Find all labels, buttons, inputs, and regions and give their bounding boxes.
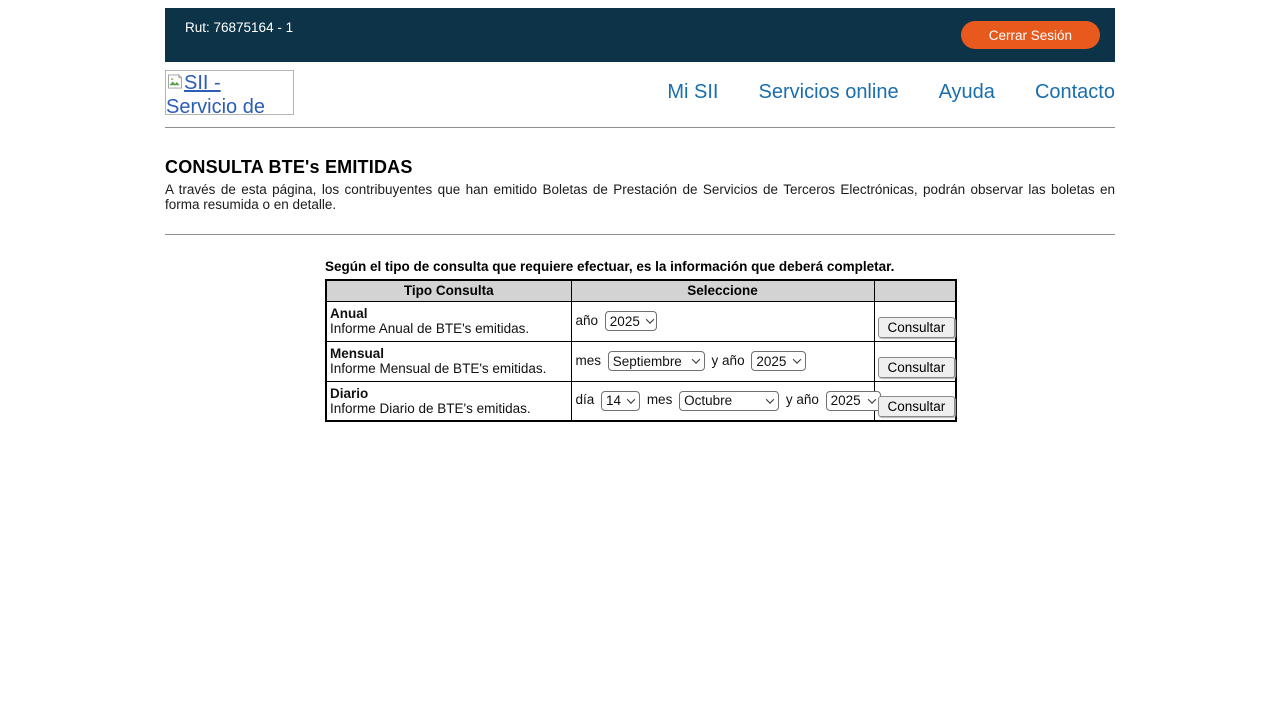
content-divider <box>165 234 1115 235</box>
row-type-diario: Diario <box>330 385 369 401</box>
main-content <box>165 157 1115 422</box>
row-description-diario: Informe Diario de BTE's emitidas. <box>330 400 531 416</box>
brand-row <box>165 69 1115 116</box>
page-description: A través de esta página, los contribuyentes que han emitido Boletas de Prestación de Servicios de Terceros Electrónicas, podrán observar las boletas en forma resumida o en detalle. <box>165 182 1115 212</box>
chevron-down-icon <box>793 355 801 363</box>
table-row-diario <box>326 381 956 421</box>
chevron-down-icon <box>867 395 875 403</box>
column-header-seleccione: Seleccione <box>571 280 874 301</box>
row-type-anual: Anual <box>330 306 368 321</box>
mensual-month-select[interactable] <box>608 351 705 371</box>
nav-mi-sii[interactable]: Mi SII <box>667 81 719 103</box>
diario-year-label: y año <box>785 392 819 408</box>
diario-year-select[interactable] <box>826 391 881 411</box>
consultar-diario-button[interactable]: Consultar <box>878 396 956 417</box>
diario-day-label: día <box>575 392 595 408</box>
diario-month-label: mes <box>646 392 673 408</box>
nav-servicios-online[interactable]: Servicios online <box>758 81 899 103</box>
anual-year-value: 2025 <box>609 313 640 329</box>
diario-year-value: 2025 <box>830 393 861 409</box>
rut-label: Rut: 76875164 - 1 <box>185 20 294 35</box>
nav-ayuda[interactable]: Ayuda <box>938 81 995 103</box>
header-divider <box>165 127 1115 128</box>
column-header-actions <box>874 280 956 301</box>
mensual-year-value: 2025 <box>756 353 787 369</box>
consultar-anual-button[interactable]: Consultar <box>878 317 956 338</box>
instruction-text: Según el tipo de consulta que requiere efectuar, es la información que deberá completar. <box>325 259 895 274</box>
chevron-down-icon <box>627 395 635 403</box>
diario-month-value: Octubre <box>684 393 733 409</box>
anual-year-select[interactable] <box>605 311 657 331</box>
broken-image-icon <box>167 71 183 86</box>
diario-day-value: 14 <box>606 393 622 409</box>
nav-contacto[interactable]: Contacto <box>1034 81 1115 103</box>
page-container <box>165 0 1115 422</box>
table-row-anual <box>326 301 956 341</box>
logout-button[interactable]: Cerrar Sesión <box>961 21 1100 49</box>
consultar-mensual-button[interactable]: Consultar <box>878 357 956 378</box>
mensual-year-label: y año <box>711 352 745 368</box>
row-description-anual: Informe Anual de BTE's emitidas. <box>330 321 530 336</box>
chevron-down-icon <box>646 315 654 323</box>
logo-alt-text: SII - Servicio de <box>166 72 265 115</box>
table-row-mensual <box>326 341 956 381</box>
session-bar <box>165 8 1115 62</box>
row-type-mensual: Mensual <box>330 346 385 361</box>
chevron-down-icon <box>766 395 774 403</box>
column-header-tipo-consulta: Tipo Consulta <box>326 280 571 301</box>
row-description-mensual: Informe Mensual de BTE's emitidas. <box>330 361 547 376</box>
chevron-down-icon <box>692 355 700 363</box>
table-header-row <box>326 280 956 301</box>
diario-month-select[interactable] <box>679 391 779 411</box>
mensual-year-select[interactable] <box>751 351 806 371</box>
main-nav <box>667 81 1115 104</box>
mensual-month-value: Septiembre <box>612 353 682 369</box>
diario-day-select[interactable] <box>601 391 640 411</box>
mensual-month-label: mes <box>575 352 602 368</box>
page-title: CONSULTA BTE's EMITIDAS <box>165 157 413 177</box>
consulta-form-section <box>325 259 955 422</box>
anual-year-label: año <box>575 312 599 328</box>
consulta-table <box>325 279 957 422</box>
sii-logo-link[interactable] <box>165 70 294 115</box>
